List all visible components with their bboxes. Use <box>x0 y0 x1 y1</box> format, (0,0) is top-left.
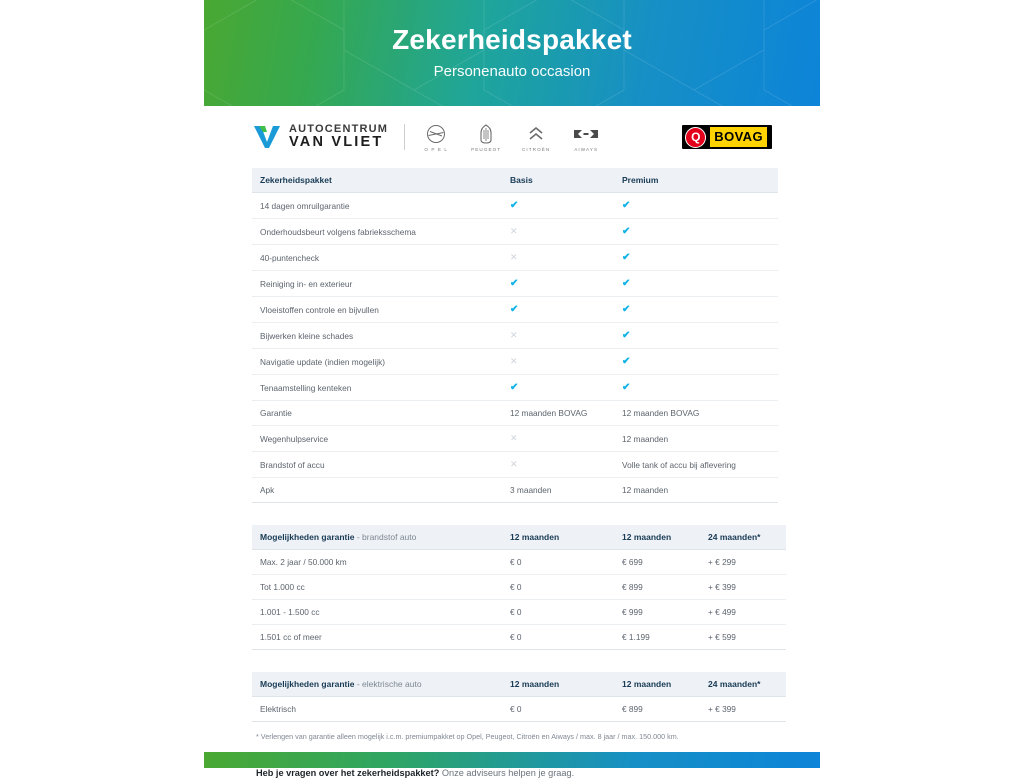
row-premium <box>614 349 778 375</box>
row-feature: Onderhoudsbeurt volgens fabrieksschema <box>252 219 502 245</box>
cross-icon: ✕ <box>510 459 518 469</box>
row-premium <box>614 375 778 401</box>
row-feature: Tenaamstelling kenteken <box>252 375 502 401</box>
fuel-title <box>252 525 502 550</box>
row-premium: 12 maanden BOVAG <box>614 401 778 426</box>
table-row <box>252 625 786 650</box>
row-feature: Apk <box>252 478 502 503</box>
row-c1: € 0 <box>502 625 614 650</box>
dealer-logo-text <box>289 124 388 151</box>
electric-warranty-table <box>252 672 786 722</box>
row-premium: 12 maanden <box>614 478 778 503</box>
table-spacer <box>252 503 772 525</box>
page-title: Zekerheidspakket <box>392 24 632 55</box>
table-row <box>252 575 786 600</box>
table-row <box>252 323 778 349</box>
table-row <box>252 193 778 219</box>
row-c1: € 0 <box>502 600 614 625</box>
row-basis <box>502 245 614 271</box>
bovag-mark-icon: Q <box>685 127 706 148</box>
electric-col-3: 24 maanden* <box>700 672 786 697</box>
row-basis <box>502 271 614 297</box>
electric-table-body <box>252 697 786 722</box>
row-c1: € 0 <box>502 575 614 600</box>
logo-divider <box>404 124 405 150</box>
row-basis <box>502 297 614 323</box>
fuel-col-1: 12 maanden <box>502 525 614 550</box>
make-logos <box>419 123 603 152</box>
table-row <box>252 297 778 323</box>
electric-title-strong: Mogelijkheden garantie <box>260 679 355 689</box>
row-basis <box>502 375 614 401</box>
row-premium <box>614 297 778 323</box>
brochure-sheet <box>204 0 820 778</box>
row-feature: Vloeistoffen controle en bijvullen <box>252 297 502 323</box>
row-c2: € 699 <box>614 550 700 575</box>
row-feature: Wegenhulpservice <box>252 426 502 452</box>
electric-col-2: 12 maanden <box>614 672 700 697</box>
fuel-title-strong: Mogelijkheden garantie <box>260 532 355 542</box>
table-header-row <box>252 168 778 193</box>
check-icon: ✔ <box>622 278 631 289</box>
row-c3: + € 599 <box>700 625 786 650</box>
cross-icon: ✕ <box>510 330 518 340</box>
row-premium <box>614 193 778 219</box>
row-feature: Reiniging in- en exterieur <box>252 271 502 297</box>
check-icon: ✔ <box>622 200 631 211</box>
fuel-col-2: 12 maanden <box>614 525 700 550</box>
col-feature: Zekerheidspakket <box>252 168 502 193</box>
check-icon: ✔ <box>622 330 631 341</box>
row-c3: + € 399 <box>700 697 786 722</box>
fuel-title-light: - brandstof auto <box>354 532 417 542</box>
row-c3: + € 299 <box>700 550 786 575</box>
row-premium: 12 maanden <box>614 426 778 452</box>
main-table-wrap <box>252 168 772 722</box>
check-icon: ✔ <box>622 252 631 263</box>
col-premium: Premium <box>614 168 778 193</box>
row-premium <box>614 271 778 297</box>
check-icon: ✔ <box>622 304 631 315</box>
table-row <box>252 697 786 722</box>
peugeot-label: PEUGEOT <box>471 146 502 152</box>
table-row <box>252 401 778 426</box>
row-c3: + € 499 <box>700 600 786 625</box>
row-c2: € 899 <box>614 697 700 722</box>
dealer-name-line2: VAN VLIET <box>289 134 384 151</box>
row-basis <box>502 323 614 349</box>
main-table-body <box>252 193 778 503</box>
row-basis <box>502 452 614 478</box>
row-c1: € 0 <box>502 550 614 575</box>
aiways-label: AIWAYS <box>574 146 599 152</box>
row-basis: 12 maanden BOVAG <box>502 401 614 426</box>
cross-icon: ✕ <box>510 226 518 236</box>
check-icon: ✔ <box>510 304 519 315</box>
cross-icon: ✕ <box>510 433 518 443</box>
peugeot-logo <box>469 123 503 152</box>
table-row <box>252 271 778 297</box>
row-feature: Tot 1.000 cc <box>252 575 502 600</box>
bovag-logo <box>682 125 772 149</box>
row-c1: € 0 <box>502 697 614 722</box>
row-basis <box>502 193 614 219</box>
row-c2: € 1.199 <box>614 625 700 650</box>
row-c2: € 999 <box>614 600 700 625</box>
row-feature: Brandstof of accu <box>252 452 502 478</box>
table-row <box>252 245 778 271</box>
row-premium <box>614 323 778 349</box>
table-spacer-2 <box>252 650 772 672</box>
fuel-col-3: 24 maanden* <box>700 525 786 550</box>
row-feature: Max. 2 jaar / 50.000 km <box>252 550 502 575</box>
electric-header-row <box>252 672 786 697</box>
table-row <box>252 478 778 503</box>
opel-label: O P E L <box>424 146 449 152</box>
row-premium: Volle tank of accu bij aflevering <box>614 452 778 478</box>
row-premium <box>614 245 778 271</box>
fuel-warranty-table <box>252 525 786 650</box>
footnote: * Verlengen van garantie alleen mogelijk i.c.m. premiumpakket op Opel, Peugeot, Citroën en Aiways / max. 8 jaar / max. 150.000 km. <box>256 732 679 741</box>
row-feature: Garantie <box>252 401 502 426</box>
check-icon: ✔ <box>510 382 519 393</box>
logo-row <box>252 106 772 168</box>
row-feature: 1.501 cc of meer <box>252 625 502 650</box>
row-feature: 1.001 - 1.500 cc <box>252 600 502 625</box>
row-premium <box>614 219 778 245</box>
row-feature: Navigatie update (indien mogelijk) <box>252 349 502 375</box>
check-icon: ✔ <box>622 356 631 367</box>
citroen-label: CITROËN <box>521 146 551 152</box>
dealer-logo <box>252 124 388 151</box>
aiways-logo <box>569 123 603 152</box>
cross-icon: ✕ <box>510 252 518 262</box>
electric-title-light: - elektrische auto <box>354 679 422 689</box>
fuel-header-row <box>252 525 786 550</box>
dealer-name-line1: AUTOCENTRUM <box>289 122 389 135</box>
table-row <box>252 600 786 625</box>
fuel-table-body <box>252 550 786 650</box>
peugeot-mark-icon <box>469 123 503 145</box>
header-banner <box>204 0 820 106</box>
opel-logo <box>419 123 453 152</box>
col-basis: Basis <box>502 168 614 193</box>
row-basis <box>502 426 614 452</box>
aiways-mark-icon <box>569 123 603 145</box>
table-row <box>252 349 778 375</box>
row-c2: € 899 <box>614 575 700 600</box>
table-row <box>252 426 778 452</box>
electric-col-1: 12 maanden <box>502 672 614 697</box>
row-c3: + € 399 <box>700 575 786 600</box>
contact-question: Heb je vragen over het zekerheidspakket? <box>256 768 440 778</box>
citroen-logo <box>519 123 553 152</box>
table-row <box>252 550 786 575</box>
row-basis <box>502 349 614 375</box>
contact-rest: Onze adviseurs helpen je graag. <box>439 768 575 778</box>
opel-mark-icon <box>419 123 453 145</box>
cross-icon: ✕ <box>510 356 518 366</box>
citroen-mark-icon <box>519 123 553 145</box>
row-basis: 3 maanden <box>502 478 614 503</box>
check-icon: ✔ <box>622 382 631 393</box>
zekerheidspakket-table <box>252 168 778 503</box>
footer-banner <box>204 752 820 768</box>
bovag-label: BOVAG <box>710 127 767 147</box>
row-feature: Bijwerken kleine schades <box>252 323 502 349</box>
row-feature: Elektrisch <box>252 697 502 722</box>
row-feature: 14 dagen omruilgarantie <box>252 193 502 219</box>
row-feature: 40-puntencheck <box>252 245 502 271</box>
row-basis <box>502 219 614 245</box>
table-row <box>252 452 778 478</box>
table-row <box>252 375 778 401</box>
check-icon: ✔ <box>510 200 519 211</box>
van-vliet-mark-icon <box>252 124 282 150</box>
check-icon: ✔ <box>622 226 631 237</box>
check-icon: ✔ <box>510 278 519 289</box>
contact-line <box>256 768 772 778</box>
table-row <box>252 219 778 245</box>
electric-title <box>252 672 502 697</box>
page-subtitle: Personenauto occasion <box>433 62 591 80</box>
